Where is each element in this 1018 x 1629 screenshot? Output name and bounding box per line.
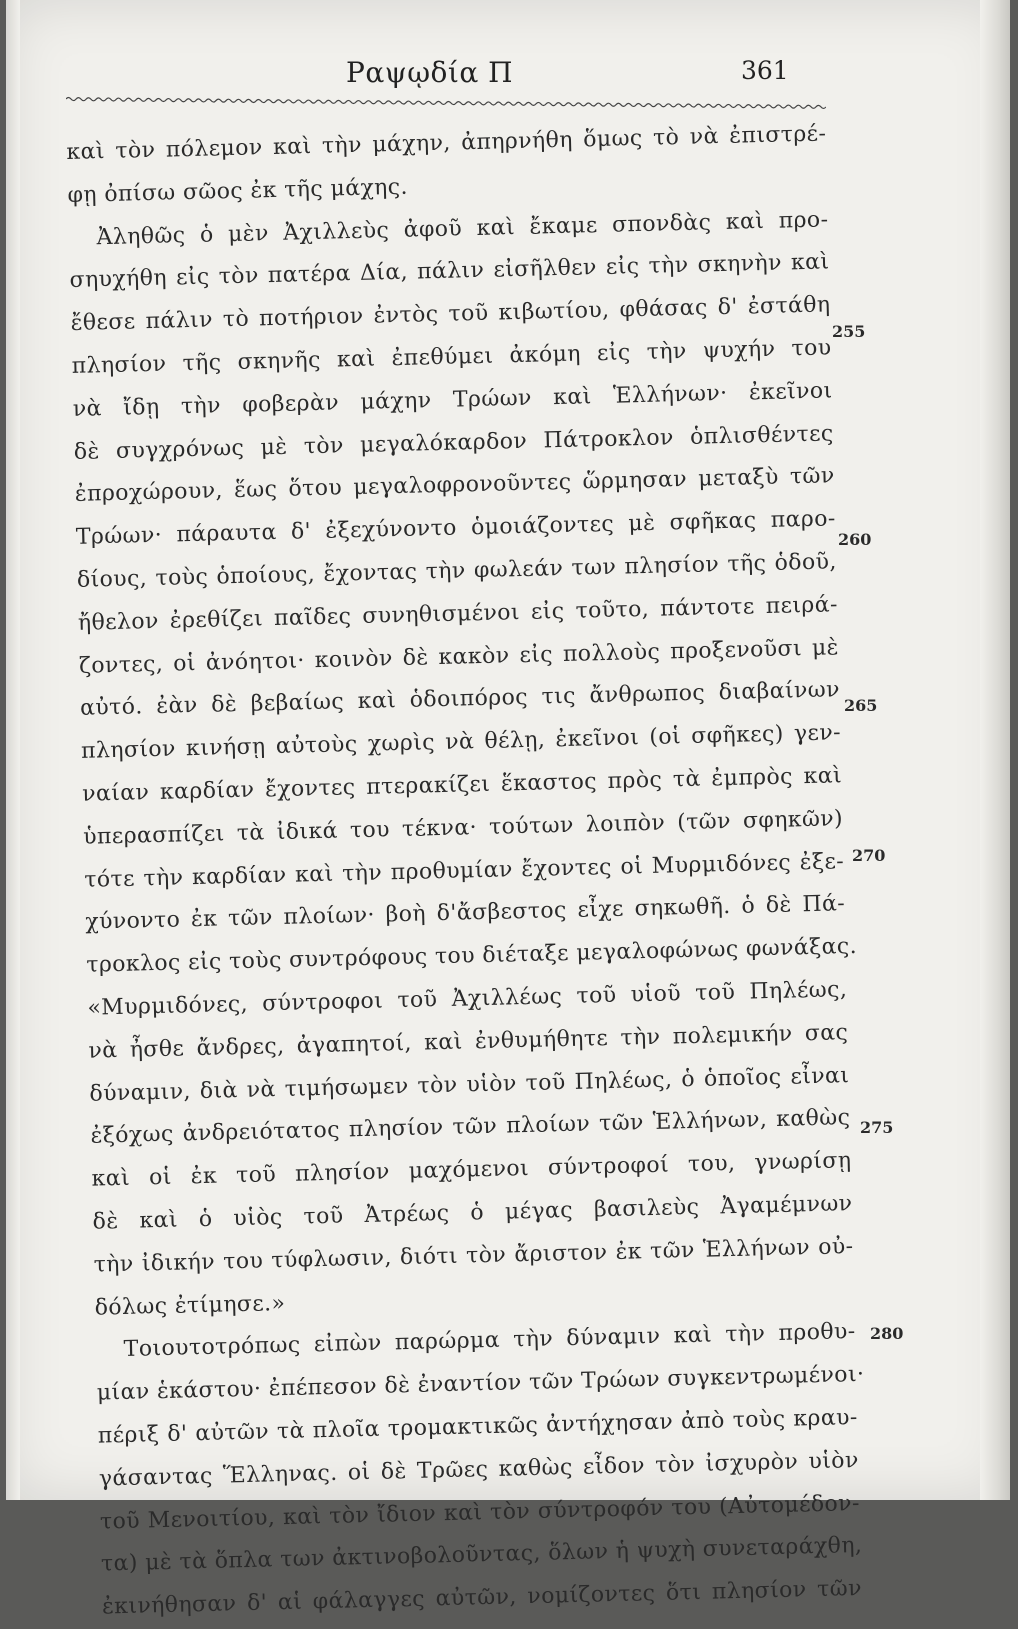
running-header-title: Ραψῳδία Π — [346, 56, 514, 89]
line-number-marker: 280 — [870, 1324, 904, 1343]
text-line: καὶ οἱ ἐκ τοῦ πλησίον μαχόμενοι σύντροφοί του, γνωρίσῃ — [91, 1148, 852, 1192]
text-line: πλησίον τῆς σκηνῆς καὶ ἐπεθύμει ἀκόμη εἰς τὴν ψυχήν του — [71, 335, 832, 379]
text-line: ὑπερασπίζει τὰ ἰδικά του τέκνα· τούτων λοιπὸν (τῶν σφηκῶν) — [82, 805, 844, 850]
text-line: ἔθεσε πάλιν τὸ ποτήριον ἐντὸς τοῦ κιβωτίου, φθάσας δ' ἐστάθη — [70, 292, 831, 337]
text-line: πέριξ δ' αὐτῶν τὰ πλοῖα τρομακτικῶς ἀντήχησαν ἀπὸ τοὺς κραυ- — [97, 1404, 858, 1449]
line-number-marker: 265 — [844, 696, 878, 715]
text-line: μίαν ἑκάστου· ἐπέπεσον δὲ ἐναντίον τῶν Τρώων συγκεντρωμένοι· — [96, 1361, 865, 1406]
text-line: νὰ ἦσθε ἄνδρες, ἀγαπητοί, καὶ ἐνθυμήθητε τὴν πολεμικήν σας — [88, 1019, 849, 1064]
text-line: ζοντες, οἱ ἀνόητοι· κοινὸν δὲ κακὸν εἰς πολλοὺς προξενοῦσι μὲ — [78, 634, 840, 679]
line-number-marker: 255 — [832, 322, 866, 341]
text-line: γάσαντας Ἕλληνας. οἱ δὲ Τρῶες καθὼς εἶδον τὸν ἰσχυρὸν υἱὸν — [98, 1447, 859, 1492]
line-number-marker: 270 — [852, 846, 886, 865]
text-line: νὰ ἴδῃ τὴν φοβερὰν μάχην Τρώων καὶ Ἑλλήνων· ἐκεῖνοι — [72, 378, 833, 422]
text-line: Ἀληθῶς ὁ μὲν Ἀχιλλεὺς ἀφοῦ καὶ ἔκαμε σπονδὰς καὶ προ- — [96, 206, 829, 250]
text-line: Τοιουτοτρόπως εἰπὼν παρώρμα τὴν δύναμιν καὶ τὴν προθυ- — [123, 1319, 856, 1363]
text-line: δύναμιν, διὰ νὰ τιμήσωμεν τὸν υἱὸν τοῦ Πηλέως, ὁ ὁποῖος εἶναι — [89, 1062, 850, 1107]
text-line: τοῦ Μενοιτίου, καὶ τὸν ἴδιον καὶ τὸν σύντροφόν του (Αὐτομέδον- — [99, 1490, 861, 1535]
text-line: ἐκινήθησαν δ' αἱ φάλαγγες αὐτῶν, νομίζοντες ὅτι πλησίον τῶν — [101, 1576, 863, 1620]
text-line: ἤθελον ἐρεθίζει παῖδες συνηθισμένοι εἰς τοῦτο, πάντοτε πειρά- — [77, 592, 839, 636]
text-line: τροκλος εἰς τοὺς συντρόφους του διέταξε μεγαλοφώνως φωνάξας. — [86, 934, 858, 978]
text-line: δίους, τοὺς ὁποίους, ἔχοντας τὴν φωλεάν των πλησίον τῆς ὁδοῦ, — [76, 549, 838, 593]
text-line: «Μυρμιδόνες, σύντροφοι τοῦ Ἀχιλλέως τοῦ υἱοῦ τοῦ Πηλέως, — [87, 977, 848, 1021]
header-wavy-rule — [66, 96, 826, 110]
text-line: φῃ ὀπίσω σῶος ἐκ τῆς μάχης. — [67, 174, 409, 208]
text-line: Τρώων· πάραυτα δ' ἐξεχύνοντο ὁμοιάζοντες μὲ σφῆκας παρο- — [75, 506, 836, 551]
book-page — [6, 0, 1010, 1620]
text-line: δὲ συγχρόνως μὲ τὸν μεγαλόκαρδον Πάτροκλον ὁπλισθέντες — [73, 420, 834, 465]
text-line: ναίαν καρδίαν ἔχοντες πτερακίζει ἕκαστος πρὸς τὰ ἐμπρὸς καὶ — [81, 763, 843, 807]
page-number: 361 — [741, 56, 789, 85]
text-line: ἐπροχώρουν, ἕως ὅτου μεγαλοφρονοῦντες ὥρμησαν μεταξὺ τῶν — [74, 463, 835, 508]
line-number-marker: 275 — [860, 1118, 894, 1137]
text-line: τότε τὴν καρδίαν καὶ τὴν προθυμίαν ἔχοντες οἱ Μυρμιδόνες ἐξε- — [83, 848, 845, 893]
body-text — [66, 113, 865, 1629]
text-line: πλησίον κινήσῃ αὐτοὺς χωρὶς νὰ θέλῃ, ἐκεῖνοι (οἱ σφῆκες) γεν- — [80, 720, 842, 764]
text-line: αὐτό. ἐὰν δὲ βεβαίως καὶ ὁδοιπόρος τις ἄνθρωπος διαβαίνων — [79, 677, 841, 722]
text-line: καὶ τὸν πόλεμον καὶ τὴν μάχην, ἀπηρνήθη ὅμως τὸ νὰ ἐπιστρέ- — [66, 121, 827, 165]
text-line: δόλως ἐτίμησε.» — [94, 1290, 286, 1321]
text-line: σηυχήθη εἰς τὸν πατέρα Δία, πάλιν εἰσῆλθεν εἰς τὴν σκηνὴν καὶ — [69, 249, 830, 294]
text-line: χύνοντο ἐκ τῶν πλοίων· βοὴ δ'ἄσβεστος εἶχε σηκωθῆ. ὁ δὲ Πά- — [85, 891, 846, 936]
text-line: τὴν ἰδικήν του τύφλωσιν, διότι τὸν ἄριστον ἐκ τῶν Ἑλλήνων οὐ- — [93, 1233, 854, 1278]
page-right-edge — [980, 0, 1010, 1500]
text-line: τα) μὲ τὰ ὅπλα των ἀκτινοβολοῦντας, ὅλων ἡ ψυχὴ συνεταράχθη, — [100, 1533, 863, 1577]
text-line: ἐξόχως ἀνδρειότατος πλησίον τῶν πλοίων τῶν Ἑλλήνων, καθὼς — [90, 1105, 851, 1150]
text-line: δὲ καὶ ὁ υἱὸς τοῦ Ἀτρέως ὁ μέγας βασιλεὺς Ἀγαμέμνων — [92, 1191, 853, 1235]
line-number-marker: 260 — [838, 530, 872, 549]
page-left-edge — [6, 0, 20, 1500]
